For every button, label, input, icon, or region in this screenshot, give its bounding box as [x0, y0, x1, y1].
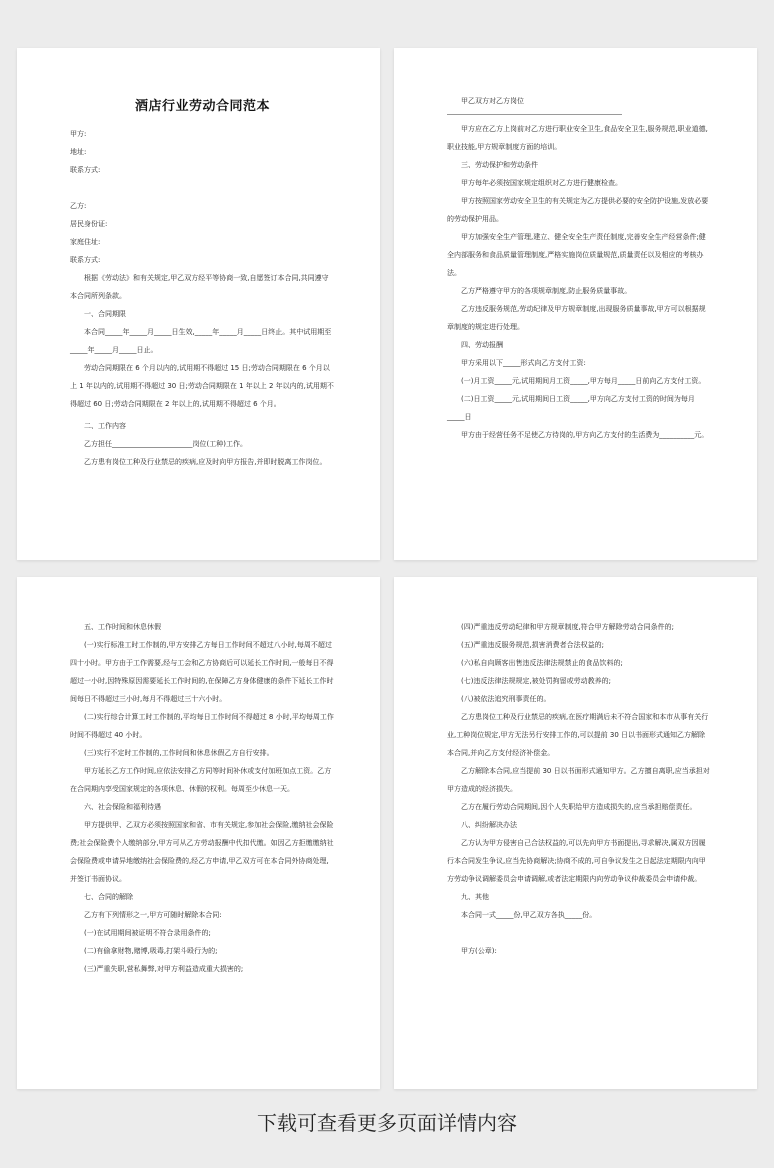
- divider-line: [447, 114, 622, 115]
- paragraph: 乙方严格遵守甲方的各项规章制度,防止服务质量事故。: [461, 287, 632, 295]
- party-b-label: 乙方:: [70, 202, 87, 210]
- disease-paragraph: 乙方患有岗位工种及行业禁忌的疾病,应及时向甲方报告,并即时脱离工作岗位。: [84, 458, 327, 466]
- paragraph: 本合同一式_____份,甲乙双方各执_____份。: [461, 911, 597, 919]
- id-card-label: 居民身份证:: [70, 220, 108, 228]
- section-heading: 八、纠纷解决办法: [461, 821, 517, 829]
- paragraph: 甲方按照国家劳动安全卫生的有关规定为乙方提供必要的安全防护设施,发放必要的劳动保护用品。: [447, 197, 709, 223]
- blank-line: [70, 179, 335, 197]
- party-a-label: 甲方:: [70, 130, 87, 138]
- term-paragraph: 本合同_____年_____月_____日生效,_____年_____月_____日终止。其中试用期至_____年_____月_____日止。: [70, 328, 332, 354]
- paragraph: 甲方由于经营任务不足使乙方待岗的,甲方向乙方支付的生活费为__________元。: [461, 431, 709, 439]
- paragraph: 甲方提供甲、乙双方必须按照国家和省、市有关规定,参加社会保险,缴纳社会保险费;社会保险费个人缴纳部分,甲方可从乙方劳动报酬中代扣代缴。如因乙方拒缴缴纳社会保险费或申请异地缴纳社会保险费的,经乙方申请,甲乙双方可在本合同外协商处理,并签订书面协议。: [70, 821, 334, 883]
- party-b-contact-label: 联系方式:: [70, 256, 101, 264]
- paragraph: 甲方采用以下_____形式向乙方支付工资:: [461, 359, 586, 367]
- list-item: (四)严重违反劳动纪律和甲方规章制度,符合甲方解除劳动合同条件的;: [461, 623, 675, 631]
- paragraph: 乙方患岗位工种及行业禁忌的疾病,在医疗期满后未不符合国家和本市从事有关行业,工种岗位规定,甲方无法另行安排工作的,可以提前 30 日以书面形式通知乙方解除本合同,并向乙方支付经济补偿金。: [447, 713, 709, 757]
- paragraph: (一)月工资_____元,试用期间月工资_____,甲方每月_____日前向乙方支付工资。: [461, 377, 706, 385]
- job-paragraph: 乙方担任_______________________岗位(工种)工作。: [84, 440, 247, 448]
- section-heading: 四、劳动报酬: [461, 341, 503, 349]
- page-2-content: [447, 92, 712, 444]
- list-item: (七)违反法律法规规定,被处罚拘留或劳动教养的;: [461, 677, 612, 685]
- paragraph: 乙方在履行劳动合同期间,因个人失职给甲方造成损失的,应当承担赔偿责任。: [461, 803, 697, 811]
- paragraph: (一)实行标准工时工作制的,甲方安排乙方每日工作时间不超过八小时,每周不超过四十小时。甲方由于工作需要,经与工会和乙方协商后可以延长工作时间,一般每日不得超过一小时,因特殊原因需要延长工作时间的,在保障乙方身体健康的条件下延长工作时间每日不得超过三小时,每月不得超过三十六小时。: [70, 641, 334, 703]
- paragraph: 甲乙双方对乙方岗位: [461, 97, 524, 105]
- party-a-seal-label: 甲方(公章):: [461, 947, 497, 955]
- document-page-1: [17, 48, 380, 560]
- paragraph: 甲方加强安全生产管理,建立、健全安全生产责任制度,完善安全生产经营条件;健全内部服务和食品质量管理制度,严格实施岗位质量规范,质量责任以及相应的考核办法。: [447, 233, 706, 277]
- paragraph: 乙方有下列情形之一,甲方可随时解除本合同:: [84, 911, 222, 919]
- document-page-4: [394, 577, 757, 1089]
- paragraph: 甲方每年必须按国家规定组织对乙方进行健康检查。: [461, 179, 622, 187]
- list-item: (六)私自向顾客出售违反法律法规禁止的食品饮料的;: [461, 659, 623, 667]
- page-3-content: [70, 618, 335, 978]
- address-label: 地址:: [70, 148, 87, 156]
- list-item: (八)被依法追究刑事责任的。: [461, 695, 551, 703]
- contact-label: 联系方式:: [70, 166, 101, 174]
- section-heading: 五、工作时间和休息休假: [84, 623, 161, 631]
- section-heading: 七、合同的解除: [84, 893, 133, 901]
- list-item: (三)严重失职,营私舞弊,对甲方利益造成重大损害的;: [84, 965, 244, 973]
- paragraph: 乙方违反服务规范,劳动纪律及甲方规章制度,出现服务质量事故,甲方可以根据规章制度的规定进行处理。: [447, 305, 706, 331]
- list-item: (一)在试用期间被证明不符合录用条件的;: [84, 929, 211, 937]
- page-4-content: [447, 618, 712, 960]
- document-page-3: [17, 577, 380, 1089]
- paragraph: (二)日工资_____元,试用期间日工资_____,甲方向乙方支付工资的时间为每月_____日: [447, 395, 695, 421]
- paragraph: 甲方延长乙方工作时间,应依法安排乙方同等时间补休或支付加班加点工资。乙方在合同期内享受国家规定的各项休息、休假的权利。每周至少休息一天。: [70, 767, 332, 793]
- download-more-prompt[interactable]: 下载可查看更多页面详情内容: [257, 1111, 517, 1135]
- paragraph: (二)实行综合计算工时工作制的,平均每日工作时间不得超过 8 小时,平均每周工作时间不得超过 40 小时。: [70, 713, 334, 739]
- list-item: (五)严重违反服务规范,损害消费者合法权益的;: [461, 641, 605, 649]
- section-heading: 三、劳动保护和劳动条件: [461, 161, 538, 169]
- section-heading: 六、社会保险和福利待遇: [84, 803, 161, 811]
- preamble-paragraph: 根据《劳动法》和有关规定,甲乙双方经平等协商一致,自愿签订本合同,共同遵守本合同所列条款。: [70, 274, 329, 300]
- paragraph: (三)实行不定时工作制的,工作时间和休息休假乙方自行安排。: [84, 749, 274, 757]
- paragraph: 甲方应在乙方上岗前对乙方进行职业安全卫生,食品安全卫生,服务规范,职业道德,职业技能,甲方规章制度方面的培训。: [447, 125, 708, 151]
- probation-paragraph: 劳动合同期限在 6 个月以内的,试用期不得超过 15 日;劳动合同期限在 6 个月以上 1 年以内的,试用期不得超过 30 日;劳动合同期限在 1 年以上 2 年以内的,试用期不得超过 60 日;劳动合同期限在 2 年以上的,试用期不得超过 6 个月。: [70, 364, 334, 408]
- section-heading: 九、其他: [461, 893, 489, 901]
- document-title: 酒店行业劳动合同范本: [134, 99, 270, 114]
- page-1-content: [70, 92, 335, 471]
- paragraph: 乙方解除本合同,应当提前 30 日以书面形式通知甲方。乙方擅自离职,应当承担对甲方造成的经济损失。: [447, 767, 710, 793]
- paragraph: 乙方认为甲方侵害自己合法权益的,可以先向甲方书面提出,寻求解决,属双方因履行本合同发生争议,应当先协商解决;协商不成的,可自争议发生之日起法定期限内向甲方劳动争议调解委员会申请调解,或者法定期限内向劳动争议仲裁委员会申请仲裁。: [447, 839, 706, 883]
- list-item: (二)有偷拿财物,赌博,吸毒,打架斗殴行为的;: [84, 947, 218, 955]
- blank-line: [447, 924, 712, 942]
- section-heading: 一、合同期限: [84, 310, 126, 318]
- document-page-2: [394, 48, 757, 560]
- home-address-label: 家庭住址:: [70, 238, 101, 246]
- section-heading: 二、工作内容: [84, 422, 126, 430]
